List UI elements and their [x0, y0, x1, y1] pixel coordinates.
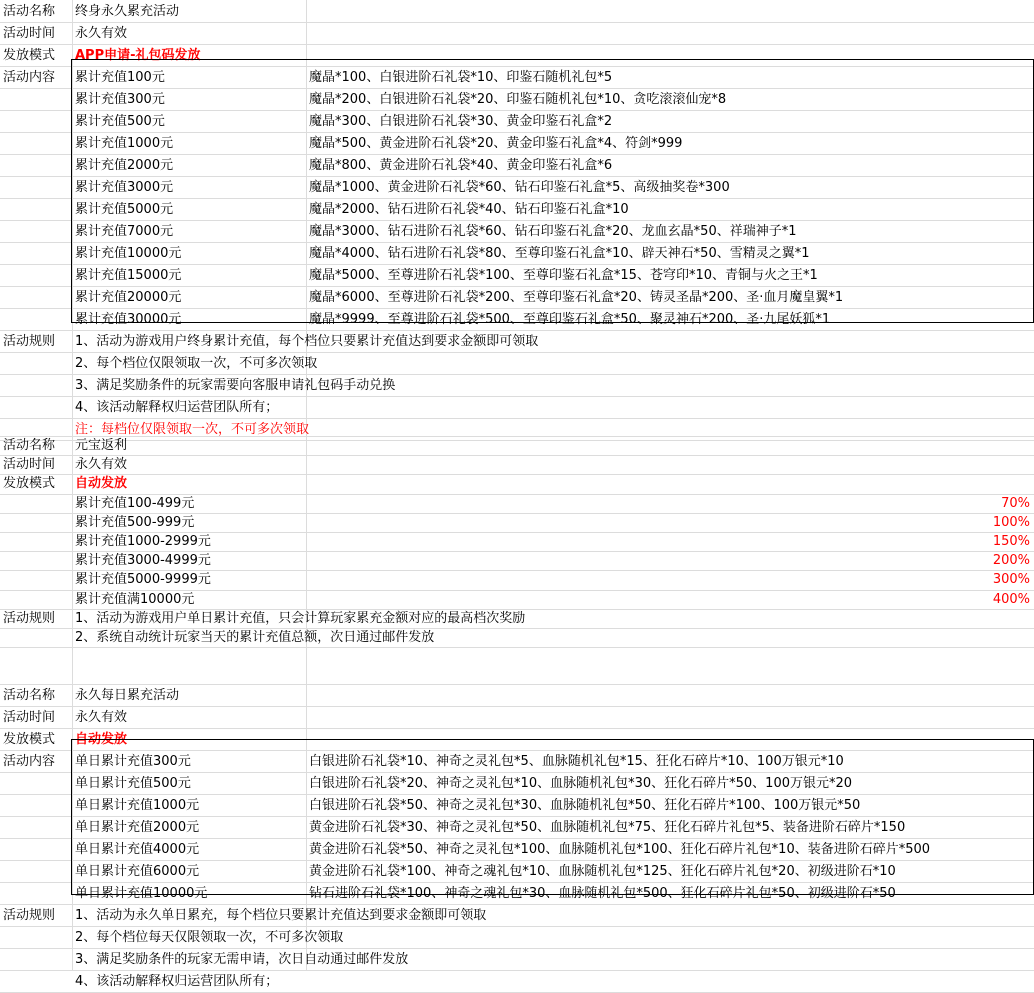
reward-cell[interactable]: 黄金进阶石礼袋*50、神奇之灵礼包*100、血脉随机礼包*100、狂化石碎片礼包*10、装备进阶石碎片*500 — [309, 841, 931, 857]
table-row — [0, 396, 1034, 419]
row-label-cell[interactable] — [0, 838, 71, 860]
table-row — [0, 88, 1034, 111]
reward-cell[interactable]: 魔晶*300、白银进阶石礼袋*30、黄金印鉴石礼盒*2 — [309, 113, 613, 129]
tier-cell[interactable]: APP申请-礼包码发放 — [75, 47, 201, 63]
table-row — [0, 44, 1034, 67]
reward-cell[interactable]: 魔晶*6000、至尊进阶石礼袋*200、至尊印鉴石礼盒*20、铸灵圣晶*200、圣·血月魔皇翼*1 — [309, 289, 844, 305]
tier-cell[interactable]: 累计充值满10000元 — [75, 591, 195, 607]
row-label-cell[interactable]: 发放模式 — [3, 47, 56, 63]
table-row — [0, 0, 1034, 23]
row-label-cell[interactable] — [0, 860, 71, 882]
table-row — [0, 838, 1034, 861]
reward-cell[interactable]: 魔晶*500、黄金进阶石礼袋*20、黄金印鉴石礼盒*4、符剑*999 — [309, 135, 683, 151]
tier-cell[interactable]: 累计充值3000-4999元 — [75, 553, 211, 569]
tier-cell[interactable]: 单日累计充值2000元 — [75, 819, 200, 835]
table-row — [0, 570, 1034, 590]
row-label-cell[interactable] — [0, 176, 71, 198]
tier-cell[interactable]: 单日累计充值10000元 — [75, 885, 208, 901]
table-row — [0, 794, 1034, 817]
table-row — [0, 352, 1034, 375]
reward-cell[interactable]: 黄金进阶石礼袋*100、神奇之魂礼包*10、血脉随机礼包*125、狂化石碎片礼包*20、初级进阶石*10 — [309, 863, 896, 879]
rebate-percent-cell[interactable]: 400% — [992, 591, 1030, 607]
tier-cell[interactable]: 累计充值5000元 — [75, 201, 174, 217]
table-row — [0, 176, 1034, 199]
row-label-cell[interactable] — [0, 794, 71, 816]
tier-cell[interactable]: 累计充值2000元 — [75, 157, 174, 173]
tier-cell[interactable]: 3、满足奖励条件的玩家无需申请，次日自动通过邮件发放 — [75, 951, 409, 967]
reward-cell[interactable]: 白银进阶石礼袋*10、神奇之灵礼包*5、血脉随机礼包*15、狂化石碎片*10、100万银元*10 — [309, 753, 844, 769]
table-row — [0, 66, 1034, 89]
tier-cell[interactable]: 1、活动为游戏用户终身累计充值，每个档位只要累计充值达到要求金额即可领取 — [75, 333, 539, 349]
row-label-cell[interactable]: 活动名称 — [3, 3, 56, 19]
table-row — [0, 494, 1034, 514]
table-row — [0, 242, 1034, 265]
tier-cell[interactable]: 累计充值15000元 — [75, 267, 182, 283]
row-label-cell[interactable]: 活动规则 — [3, 333, 56, 349]
row-label-cell[interactable]: 活动规则 — [3, 907, 56, 923]
table-row — [0, 264, 1034, 287]
row-label-cell[interactable] — [0, 570, 71, 589]
row-label-cell[interactable] — [0, 772, 71, 794]
table-row — [0, 970, 1034, 993]
row-label-cell[interactable] — [0, 494, 71, 513]
tier-cell[interactable]: 4、该活动解释权归运营团队所有； — [75, 399, 279, 415]
row-label-cell[interactable] — [0, 628, 71, 647]
tier-cell[interactable]: 注：每档位仅限领取一次，不可多次领取 — [75, 421, 310, 437]
row-label-cell[interactable] — [0, 198, 71, 220]
reward-cell[interactable]: 魔晶*3000、钻石进阶石礼袋*60、钻石印鉴石礼盒*20、龙血玄晶*50、祥瑞神子*1 — [309, 223, 797, 239]
reward-cell[interactable]: 魔晶*9999、至尊进阶石礼袋*500、至尊印鉴石礼盒*50、聚灵神石*200、圣·九尾妖狐*1 — [309, 311, 831, 327]
table-row — [0, 860, 1034, 883]
row-label-cell[interactable] — [0, 948, 71, 970]
row-label-cell[interactable]: 活动时间 — [3, 457, 56, 473]
table-row — [0, 330, 1034, 353]
row-label-cell[interactable]: 发放模式 — [3, 476, 56, 492]
row-label-cell[interactable]: 活动名称 — [3, 687, 56, 703]
tier-cell[interactable]: 累计充值5000-9999元 — [75, 572, 211, 588]
row-label-cell[interactable]: 活动时间 — [3, 709, 56, 725]
row-label-cell[interactable] — [0, 970, 71, 992]
row-label-cell[interactable] — [0, 220, 71, 242]
reward-cell[interactable]: 魔晶*200、白银进阶石礼袋*20、印鉴石随机礼包*10、贪吃滚滚仙宠*8 — [309, 91, 727, 107]
row-label-cell[interactable] — [0, 154, 71, 176]
table-row — [0, 551, 1034, 571]
table-row — [0, 286, 1034, 309]
rebate-percent-cell[interactable]: 200% — [992, 553, 1030, 569]
tier-cell[interactable]: 累计充值30000元 — [75, 311, 182, 327]
row-label-cell[interactable]: 活动名称 — [3, 438, 56, 454]
tier-cell[interactable]: 累计充值1000-2999元 — [75, 534, 211, 550]
tier-cell[interactable]: 自动发放 — [75, 731, 128, 747]
tier-cell[interactable]: 单日累计充值300元 — [75, 753, 191, 769]
tier-cell[interactable]: 累计充值1000元 — [75, 135, 174, 151]
row-label-cell[interactable] — [0, 396, 71, 418]
reward-cell[interactable]: 魔晶*800、黄金进阶石礼袋*40、黄金印鉴石礼盒*6 — [309, 157, 613, 173]
table-row — [0, 684, 1034, 707]
tier-cell[interactable]: 2、每个档位仅限领取一次，不可多次领取 — [75, 355, 318, 371]
row-label-cell[interactable] — [0, 816, 71, 838]
table-row — [0, 22, 1034, 45]
tier-cell[interactable]: 累计充值300元 — [75, 91, 165, 107]
reward-cell[interactable]: 魔晶*1000、黄金进阶石礼袋*60、钻石印鉴石礼盒*5、高级抽奖卷*300 — [309, 179, 730, 195]
table-row — [0, 374, 1034, 397]
row-label-cell[interactable] — [0, 352, 71, 374]
row-label-cell[interactable]: 活动内容 — [3, 69, 56, 85]
table-row — [0, 706, 1034, 729]
tier-cell[interactable]: 终身永久累充活动 — [75, 3, 180, 19]
rebate-percent-cell[interactable]: 300% — [992, 572, 1030, 588]
table-row — [0, 772, 1034, 795]
tier-cell[interactable]: 2、系统自动统计玩家当天的累计充值总额，次日通过邮件发放 — [75, 630, 435, 646]
reward-cell[interactable]: 魔晶*4000、钻石进阶石礼袋*80、至尊印鉴石礼盒*10、辟天神石*50、雪精灵之翼*1 — [309, 245, 810, 261]
tier-cell[interactable]: 累计充值100元 — [75, 69, 165, 85]
table-row — [0, 436, 1034, 456]
row-label-cell[interactable] — [0, 551, 71, 570]
tier-cell[interactable]: 永久有效 — [75, 709, 128, 725]
table-row — [0, 728, 1034, 751]
tier-cell[interactable]: 累计充值7000元 — [75, 223, 174, 239]
row-label-cell[interactable] — [0, 590, 71, 609]
table-row — [0, 590, 1034, 610]
row-label-cell[interactable] — [0, 513, 71, 532]
table-row — [0, 110, 1034, 133]
tier-cell[interactable]: 2、每个档位每天仅限领取一次，不可多次领取 — [75, 929, 344, 945]
row-label-cell[interactable] — [0, 374, 71, 396]
table-row — [0, 750, 1034, 773]
row-label-cell[interactable] — [0, 308, 71, 330]
tier-cell[interactable]: 累计充值3000元 — [75, 179, 174, 195]
tier-cell[interactable]: 4、该活动解释权归运营团队所有； — [75, 973, 279, 989]
tier-cell[interactable]: 累计充值10000元 — [75, 245, 182, 261]
table-row — [0, 513, 1034, 533]
row-label-cell[interactable] — [0, 286, 71, 308]
row-label-cell[interactable]: 活动内容 — [3, 753, 56, 769]
row-label-cell[interactable] — [0, 132, 71, 154]
row-label-cell[interactable] — [0, 532, 71, 551]
reward-cell[interactable]: 白银进阶石礼袋*20、神奇之灵礼包*10、血脉随机礼包*30、狂化石碎片*50、100万银元*20 — [309, 775, 853, 791]
table-row — [0, 308, 1034, 331]
row-label-cell[interactable] — [0, 242, 71, 264]
tier-cell[interactable]: 自动发放 — [75, 476, 128, 492]
tier-cell[interactable]: 累计充值500-999元 — [75, 514, 195, 530]
tier-cell[interactable]: 永久有效 — [75, 25, 128, 41]
table-row — [0, 154, 1034, 177]
row-label-cell[interactable]: 活动时间 — [3, 25, 56, 41]
reward-cell[interactable]: 魔晶*2000、钻石进阶石礼袋*40、钻石印鉴石礼盒*10 — [309, 201, 629, 217]
rebate-percent-cell[interactable]: 100% — [992, 514, 1030, 530]
empty-row — [0, 418, 1034, 437]
reward-cell[interactable]: 魔晶*100、白银进阶石礼袋*10、印鉴石随机礼包*5 — [309, 69, 613, 85]
tier-cell[interactable]: 3、满足奖励条件的玩家需要向客服申请礼包码手动兑换 — [75, 377, 396, 393]
tier-cell[interactable]: 永久有效 — [75, 457, 128, 473]
table-row — [0, 532, 1034, 552]
tier-cell[interactable]: 累计充值100-499元 — [75, 495, 195, 511]
table-row — [0, 816, 1034, 839]
empty-row — [0, 661, 1034, 685]
row-label-cell[interactable] — [0, 110, 71, 132]
table-row — [0, 904, 1034, 927]
table-row — [0, 474, 1034, 494]
tier-cell[interactable]: 1、活动为游戏用户单日累计充值，只会计算玩家累充金额对应的最高档次奖励 — [75, 610, 526, 626]
tier-cell[interactable]: 元宝返利 — [75, 438, 128, 454]
rebate-percent-cell[interactable]: 70% — [1001, 495, 1030, 511]
row-label-cell[interactable] — [0, 264, 71, 286]
tier-cell[interactable]: 累计充值500元 — [75, 113, 165, 129]
table-row — [0, 628, 1034, 648]
tier-cell[interactable]: 单日累计充值4000元 — [75, 841, 200, 857]
row-label-cell[interactable]: 活动规则 — [3, 610, 56, 626]
row-label-cell[interactable]: 发放模式 — [3, 731, 56, 747]
table-row — [0, 948, 1034, 971]
tier-cell[interactable]: 永久每日累充活动 — [75, 687, 180, 703]
row-label-cell[interactable] — [0, 88, 71, 110]
reward-cell[interactable]: 钻石进阶石礼袋*100、神奇之魂礼包*30、血脉随机礼包*500、狂化石碎片礼包*50、初级进阶石*50 — [309, 885, 896, 901]
table-row — [0, 926, 1034, 949]
tier-cell[interactable]: 单日累计充值1000元 — [75, 797, 200, 813]
table-row — [0, 609, 1034, 629]
reward-cell[interactable]: 黄金进阶石礼袋*30、神奇之灵礼包*50、血脉随机礼包*75、狂化石碎片礼包*5、装备进阶石碎片*150 — [309, 819, 906, 835]
table-row — [0, 198, 1034, 221]
table-row — [0, 220, 1034, 243]
reward-cell[interactable]: 魔晶*5000、至尊进阶石礼袋*100、至尊印鉴石礼盒*15、苍穹印*10、青铜与火之王*1 — [309, 267, 818, 283]
tier-cell[interactable]: 1、活动为永久单日累充，每个档位只要累计充值达到要求金额即可领取 — [75, 907, 487, 923]
reward-cell[interactable]: 白银进阶石礼袋*50、神奇之灵礼包*30、血脉随机礼包*50、狂化石碎片*100、100万银元*50 — [309, 797, 861, 813]
table-row — [0, 132, 1034, 155]
tier-cell[interactable]: 单日累计充值6000元 — [75, 863, 200, 879]
tier-cell[interactable]: 单日累计充值500元 — [75, 775, 191, 791]
table-row — [0, 882, 1034, 905]
row-label-cell[interactable] — [0, 882, 71, 904]
table-row — [0, 455, 1034, 475]
row-label-cell[interactable] — [0, 926, 71, 948]
rebate-percent-cell[interactable]: 150% — [992, 534, 1030, 550]
tier-cell[interactable]: 累计充值20000元 — [75, 289, 182, 305]
